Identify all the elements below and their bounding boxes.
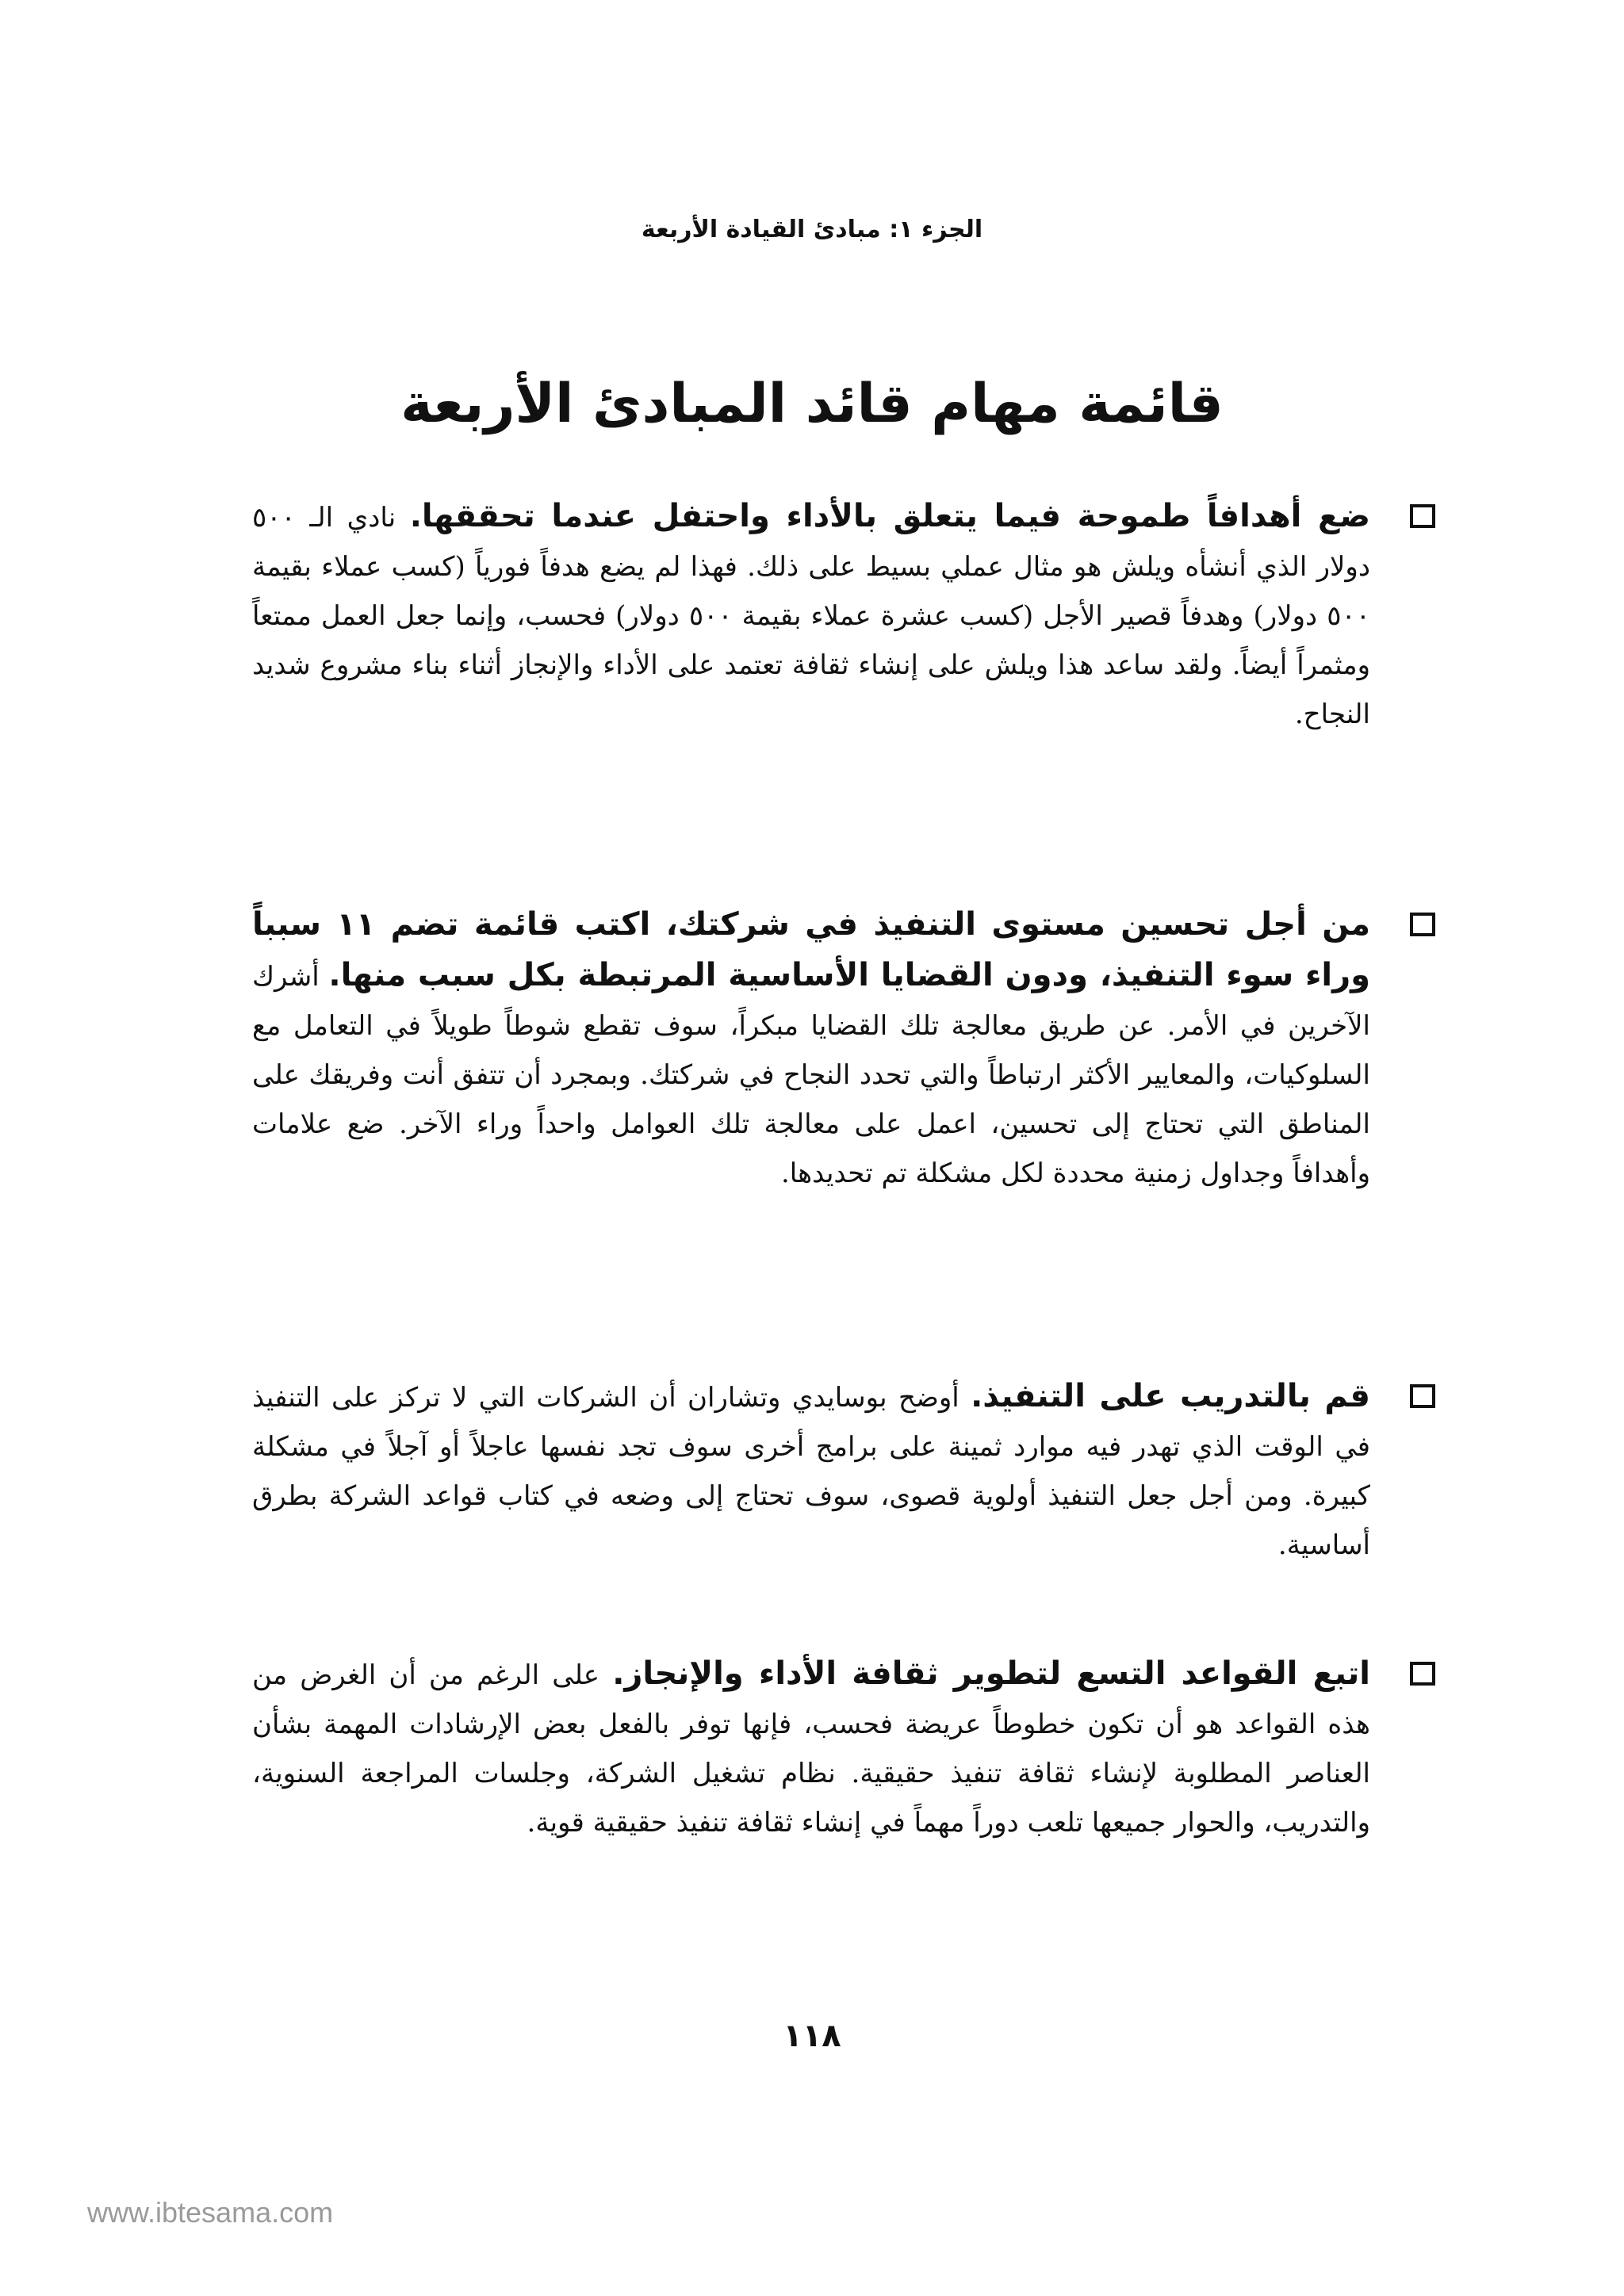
page-number: ١١٨ — [783, 2018, 841, 2054]
checkbox-icon[interactable] — [1410, 504, 1435, 528]
item-body: أشرك الآخرين في الأمر. عن طريق معالجة تلك القضايا مبكراً، سوف تقطع شوطاً طويلاً في التعامل مع السلوكيات، والمعايير الأكثر ارتباطاً والتي تحدد النجاح في شركتك. وبمجرد أن تتفق أنت وفريقك على المناطق التي تحتاج إلى تحسين، اعمل على معالجة تلك العوامل واحداً وراء الآخر. ضع علامات وأهدافاً وجداول زمنية محددة لكل مشكلة تم تحديدها. — [252, 961, 1370, 1189]
item-lead: ضع أهدافاً طموحة فيما يتعلق بالأداء واحتفل عندما تحققها. — [409, 498, 1371, 534]
item-lead: اتبع القواعد التسع لتطوير ثقافة الأداء والإنجاز. — [612, 1655, 1370, 1692]
checkbox-icon[interactable] — [1410, 913, 1435, 936]
checklist-item — [252, 900, 1370, 1198]
checklist-item — [252, 492, 1370, 739]
item-lead: قم بالتدريب على التنفيذ. — [971, 1378, 1370, 1414]
checkbox-icon[interactable] — [1410, 1662, 1435, 1686]
page-title: قائمة مهام قائد المبادئ الأربعة — [400, 373, 1224, 435]
running-header: الجزء ١: مبادئ القيادة الأربعة — [641, 216, 983, 243]
item-lead: من أجل تحسين مستوى التنفيذ في شركتك، اكتب قائمة تضم ١١ سبباً وراء سوء التنفيذ، ودون القضايا الأساسية المرتبطة بكل سبب منها. — [252, 906, 1371, 993]
checklist-item — [252, 1372, 1370, 1570]
item-body: أوضح بوسايدي وتشاران أن الشركات التي لا تركز على التنفيذ في الوقت الذي تهدر فيه موارد ثمينة على برامج أخرى سوف تجد نفسها عاجلاً أو آجلاً في مشكلة كبيرة. ومن أجل جعل التنفيذ أولوية قصوى، سوف تحتاج إلى وضعه في كتاب قواعد الشركة بطرق أساسية. — [252, 1382, 1370, 1561]
item-body: نادي الـ ٥٠٠ دولار الذي أنشأه ويلش هو مثال عملي بسيط على ذلك. فهذا لم يضع هدفاً فورياً (كسب عملاء بقيمة ٥٠٠ دولار) وهدفاً قصير الأجل (كسب عشرة عملاء بقيمة ٥٠٠ دولار) فحسب، وإنما جعل العمل ممتعاً ومثمراً أيضاً. ولقد ساعد هذا ويلش على إنشاء ثقافة تعتمد على الأداء والإنجاز أثناء بناء مشروع شديد النجاح. — [252, 502, 1370, 730]
checklist-item — [252, 1649, 1370, 1847]
checkbox-icon[interactable] — [1410, 1384, 1435, 1408]
watermark: www.ibtesama.com — [87, 2196, 334, 2229]
item-body: على الرغم من أن الغرض من هذه القواعد هو أن تكون خطوطاً عريضة فحسب، فإنها توفر بالفعل بعض الإرشادات المهمة بشأن العناصر المطلوبة لإنشاء ثقافة تنفيذ حقيقية. نظام تشغيل الشركة، وجلسات المراجعة السنوية، والتدريب، والحوار جميعها تلعب دوراً مهماً في إنشاء ثقافة تنفيذ حقيقية قوية. — [252, 1659, 1370, 1839]
